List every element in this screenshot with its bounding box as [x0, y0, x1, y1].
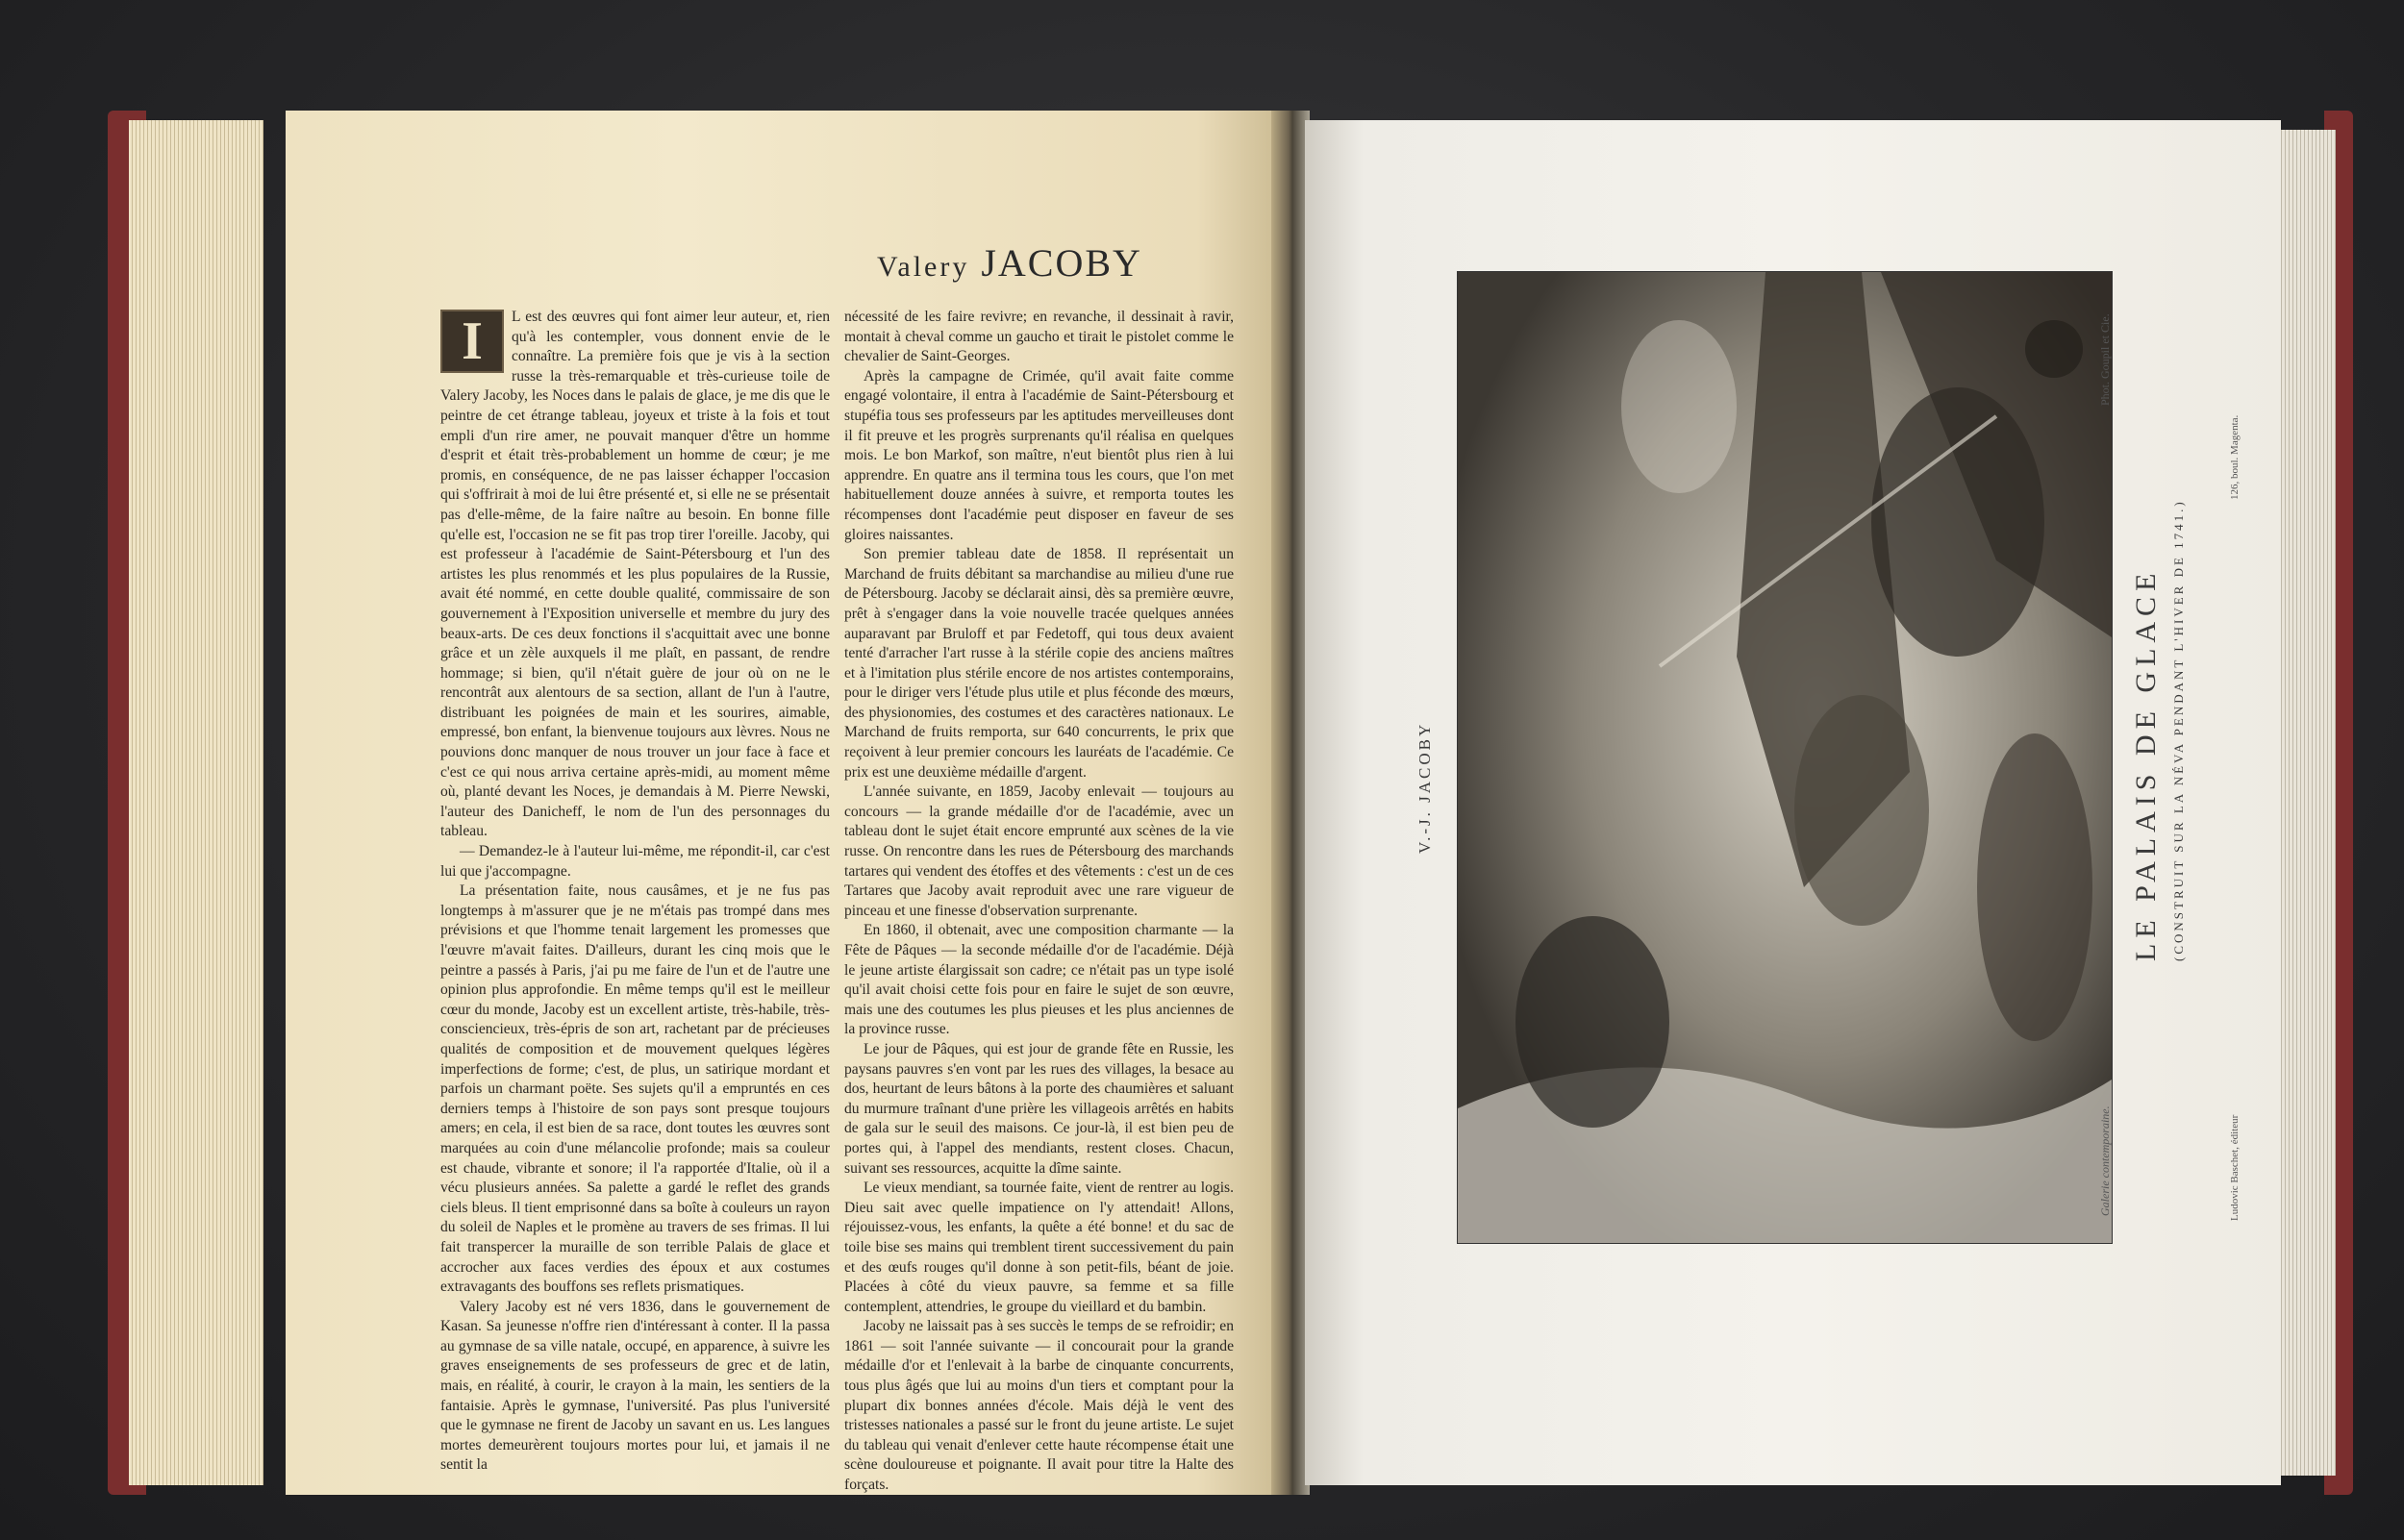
paragraph: Le jour de Pâques, qui est jour de grande fête en Russie, les paysans pauvres s'en vont par les rues des villages, la besace au dos, heurtant de leurs bâtons à la porte des chaumières et saluant du murmure traînant d'une prière les villageois arrêtés en habits de gala sur le seuil des maisons. Ce jour-là, il est bien peu de portes qui, à l'appel des mendiants, restent closes. Chacun, suivant ses ressources, acquitte la dîme sainte.: [844, 1040, 1234, 1177]
paragraph: En 1860, il obtenait, avec une composition charmante — la Fête de Pâques — la seconde médaille d'or de l'académie. Déjà le jeune artiste élargissait son cadre; ce n'était pas un type isolé qu'il avait choisi cette fois pour en faire le sujet de son œuvre, mais une des coutumes les plus pieuses et les plus anciennes de la province russe.: [844, 922, 1234, 1038]
plate-address: 126, boul. Magenta.: [2229, 414, 2241, 500]
page-edges-left: [129, 120, 263, 1485]
plate-author: V.-J. JACOBY: [1415, 721, 1434, 854]
book-gutter: [1271, 111, 1310, 1495]
paragraph: L est des œuvres qui font aimer leur auteur, et, rien qu'à les contempler, vous donnent envie de le connaître. La première fois que je vis à la section russe la très-remarquable et très-curieuse toile de Valery Jacoby, les Noces dans le palais de glace, je me dis que le peintre de cet étrange tableau, joyeux et triste à la fois et tout empli d'un rire amer, ne pouvait manquer d'être un homme d'esprit et était très-probablement un homme de cœur; je me promis, en conséquence, de ne pas laisser échapper l'occasion qui s'offrirait à moi de lui être présenté et, si elle ne se présentait pas d'elle-même, de la faire naître au besoin. En bonne fille qu'elle est, l'occasion ne se fit pas trop tirer l'oreille. Jacoby, qui est professeur à l'académie de Saint-Pétersbourg et l'un des artistes les plus renommés et les plus populaires de la Russie, avait été nommé, en cette double qualité, commissaire de son gouvernement à l'Exposition universelle et membre du jury des beaux-arts. De ces deux fonctions il s'acquittait avec une bonne grâce et un zèle auxquels il me plaît, en passant, de rendre hommage; si bien, qu'il n'était guère de jour où on ne le rencontrât aux alentours de sa section, allant de l'un à l'autre, distribuant les poignées de main et les sourires, aimable, empressé, bon enfant, la bienvenue toujours aux lèvres. Nous ne pouvions donc manquer de nous trouver un jour face à face et c'est ce qui nous arriva certaine après-midi, au moment même où, planté devant les Noces, je demandais à M. Pierre Newski, l'auteur des Danicheff, le nom de l'un des personnages du tableau.: [440, 309, 830, 840]
plate-publisher: Ludovic Baschet, éditeur: [2229, 1114, 2241, 1221]
paragraph: nécessité de les faire revivre; en revanche, il dessinait à ravir, montait à cheval comme un gaucho et tirait le pistolet comme le chevalier de Saint-Georges.: [844, 309, 1234, 365]
paragraph: La présentation faite, nous causâmes, et je ne fus pas longtemps à m'assurer que je ne m'étais pas trompé dans mes prévisions et que l'homme tenait largement les promesses que l'œuvre m'avait faites. D'ailleurs, durant les cinq mois que le peintre a passés à Paris, j'ai pu me faire de l'un et de l'autre une opinion plus approfondie. En même temps qu'il est le meilleur cœur du monde, Jacoby est un excellent artiste, très-habile, très-consciencieux, très-épris de son art, rachetant par de précieuses qualités de composition et de mouvement quelques légères imperfections de forme; c'est, de plus, un satirique mordant et parfois un charmant poëte. Ses sujets qu'il a empruntés en ces derniers temps à l'histoire de son pays sont presque toujours amers; en cela, il est bien de sa race, dont toutes les œuvres sont marquées au coin d'une mélancolie profonde; mais sa couleur est chaude, vibrante et sonore; il l'a rapportée d'Italie, où il a vécu plusieurs années. Sa palette a gardé le reflet des grands ciels bleus. Il tient emprisonné dans sa boîte à couleurs un rayon du soleil de Naples et le promène au travers de ses frimas. Il lui fait transpercer la muraille de son terrible Palais de glace et accrocher aux faces verdies des époux et aux costumes extravagants des bouffons ses reflets prismatiques.: [440, 882, 830, 1296]
paragraph: Valery Jacoby est né vers 1836, dans le gouvernement de Kasan. Sa jeunesse n'offre rien d'intéressant à conter. Il la passa au gymnase de sa ville natale, occupé, en apparence, à suivre les graves enseignements de ses professeurs de grec et de latin, mais, en réalité, à courir, le crayon à la main, les sentiers de la fantaisie. Après le gymnase, l'université. Pas plus l'université que le gymnase ne firent de Jacoby un savant en us. Les langues mortes demeurèrent toujours mortes pour lui, et jamais il ne sentit la: [440, 1298, 830, 1474]
drop-cap-letter: I: [440, 310, 504, 373]
plate-photo-credit: Phot. Goupil et Cie.: [2098, 313, 2112, 406]
paragraph: Son premier tableau date de 1858. Il représentait un Marchand de fruits débitant sa marchandise au milieu d'une rue de Pétersbourg. Jacoby se déclarait ainsi, dès sa première œuvre, prêt à s'engager dans la voie nouvelle tracée quelques années auparavant par Bruloff et par Fedetoff, qui tous deux avaient tenté d'arracher l'art russe à la stérile copie des anciens maîtres et à l'imitation plus stérile encore de nos artistes contemporains, pour le diriger vers l'étude plus utile et plus féconde des mœurs, des physionomies, des costumes et des caractères nationaux. Le Marchand de fruits remporta, sur 640 concurrents, le prix que reçoivent à leur premier concours les lauréats de l'académie. Ce prix est une deuxième médaille d'argent.: [844, 546, 1234, 781]
painting-illustration: [1458, 272, 2112, 1243]
paragraph: — Demandez-le à l'auteur lui-même, me répondit-il, car c'est lui que j'accompagne.: [440, 843, 830, 880]
text-column-1: [440, 308, 830, 1476]
paragraph: Le vieux mendiant, sa tournée faite, vient de rentrer au logis. Dieu sait avec quelle impatience on l'y attendait! Allons, réjouissez-vous, les enfants, la quête a été bonne! et du sac de toile bise ses mains qui tremblent tirent successivement du pain et des œufs rouges qu'il donne à son petit-fils, béant de joie. Placées à côté du vieux pauvre, sa femme et sa fille contemplent, attendries, le groupe du vieillard et du bambin.: [844, 1180, 1234, 1315]
title-first-name: Valery: [877, 251, 970, 283]
text-column-2: [844, 308, 1234, 1496]
paragraph: Après la campagne de Crimée, qu'il avait faite comme engagé volontaire, il entra à l'académie de Saint-Pétersbourg et stupéfia tous ses professeurs par les aptitudes merveilleuses dont il fit preuve et les progrès surprenants qu'il réalisa en quelques mois. Le bon Markof, son maître, n'eut bientôt plus rien à lui apprendre. En quatre ans il termina tous les cours, que l'on met habituellement douze années à suivre, et remporta toutes les récompenses dont l'académie peut disposer en faveur de ses gloires naissantes.: [844, 367, 1234, 543]
photographic-plate: [1457, 271, 2113, 1244]
article-title: [577, 240, 1442, 286]
paragraph: Jacoby ne laissait pas à ses succès le temps de se refroidir; en 1861 — soit l'année suivante — il concourait pour la grande médaille d'or et l'enlevait à la barbe de cinquante concurrents, tous plus âgés que lui au moins d'un tiers et comptant pour la plupart dix bonnes années d'école. Mais déjà le vent des tristesses nationales a passé sur le front du jeune artiste. Le sujet du tableau qui venait d'enlever cette haute récompense était une scène douloureuse et poignante. Il avait pour titre la Halte des forçats.: [844, 1318, 1234, 1494]
plate-credit: Galerie contemporaine.: [2098, 1105, 2112, 1216]
title-last-name: JACOBY: [981, 241, 1142, 285]
plate-title: LE PALAIS DE GLACE: [2130, 567, 2162, 961]
paragraph: L'année suivante, en 1859, Jacoby enlevait — toujours au concours — la grande médaille d'or de l'académie, avec un tableau dont le sujet était encore emprunté aux scènes de la vie russe. On rencontre dans les rues de Pétersbourg des marchands tartares qui vendent des étoffes et des vêtements : c'est un de ces Tartares que Jacoby avait reproduit avec une rare vigueur de pinceau et une finesse d'observation surprenante.: [844, 783, 1234, 919]
plate-subtitle: (CONSTRUIT SUR LA NÉVA PENDANT L'HIVER DE 1741.): [2171, 499, 2186, 961]
